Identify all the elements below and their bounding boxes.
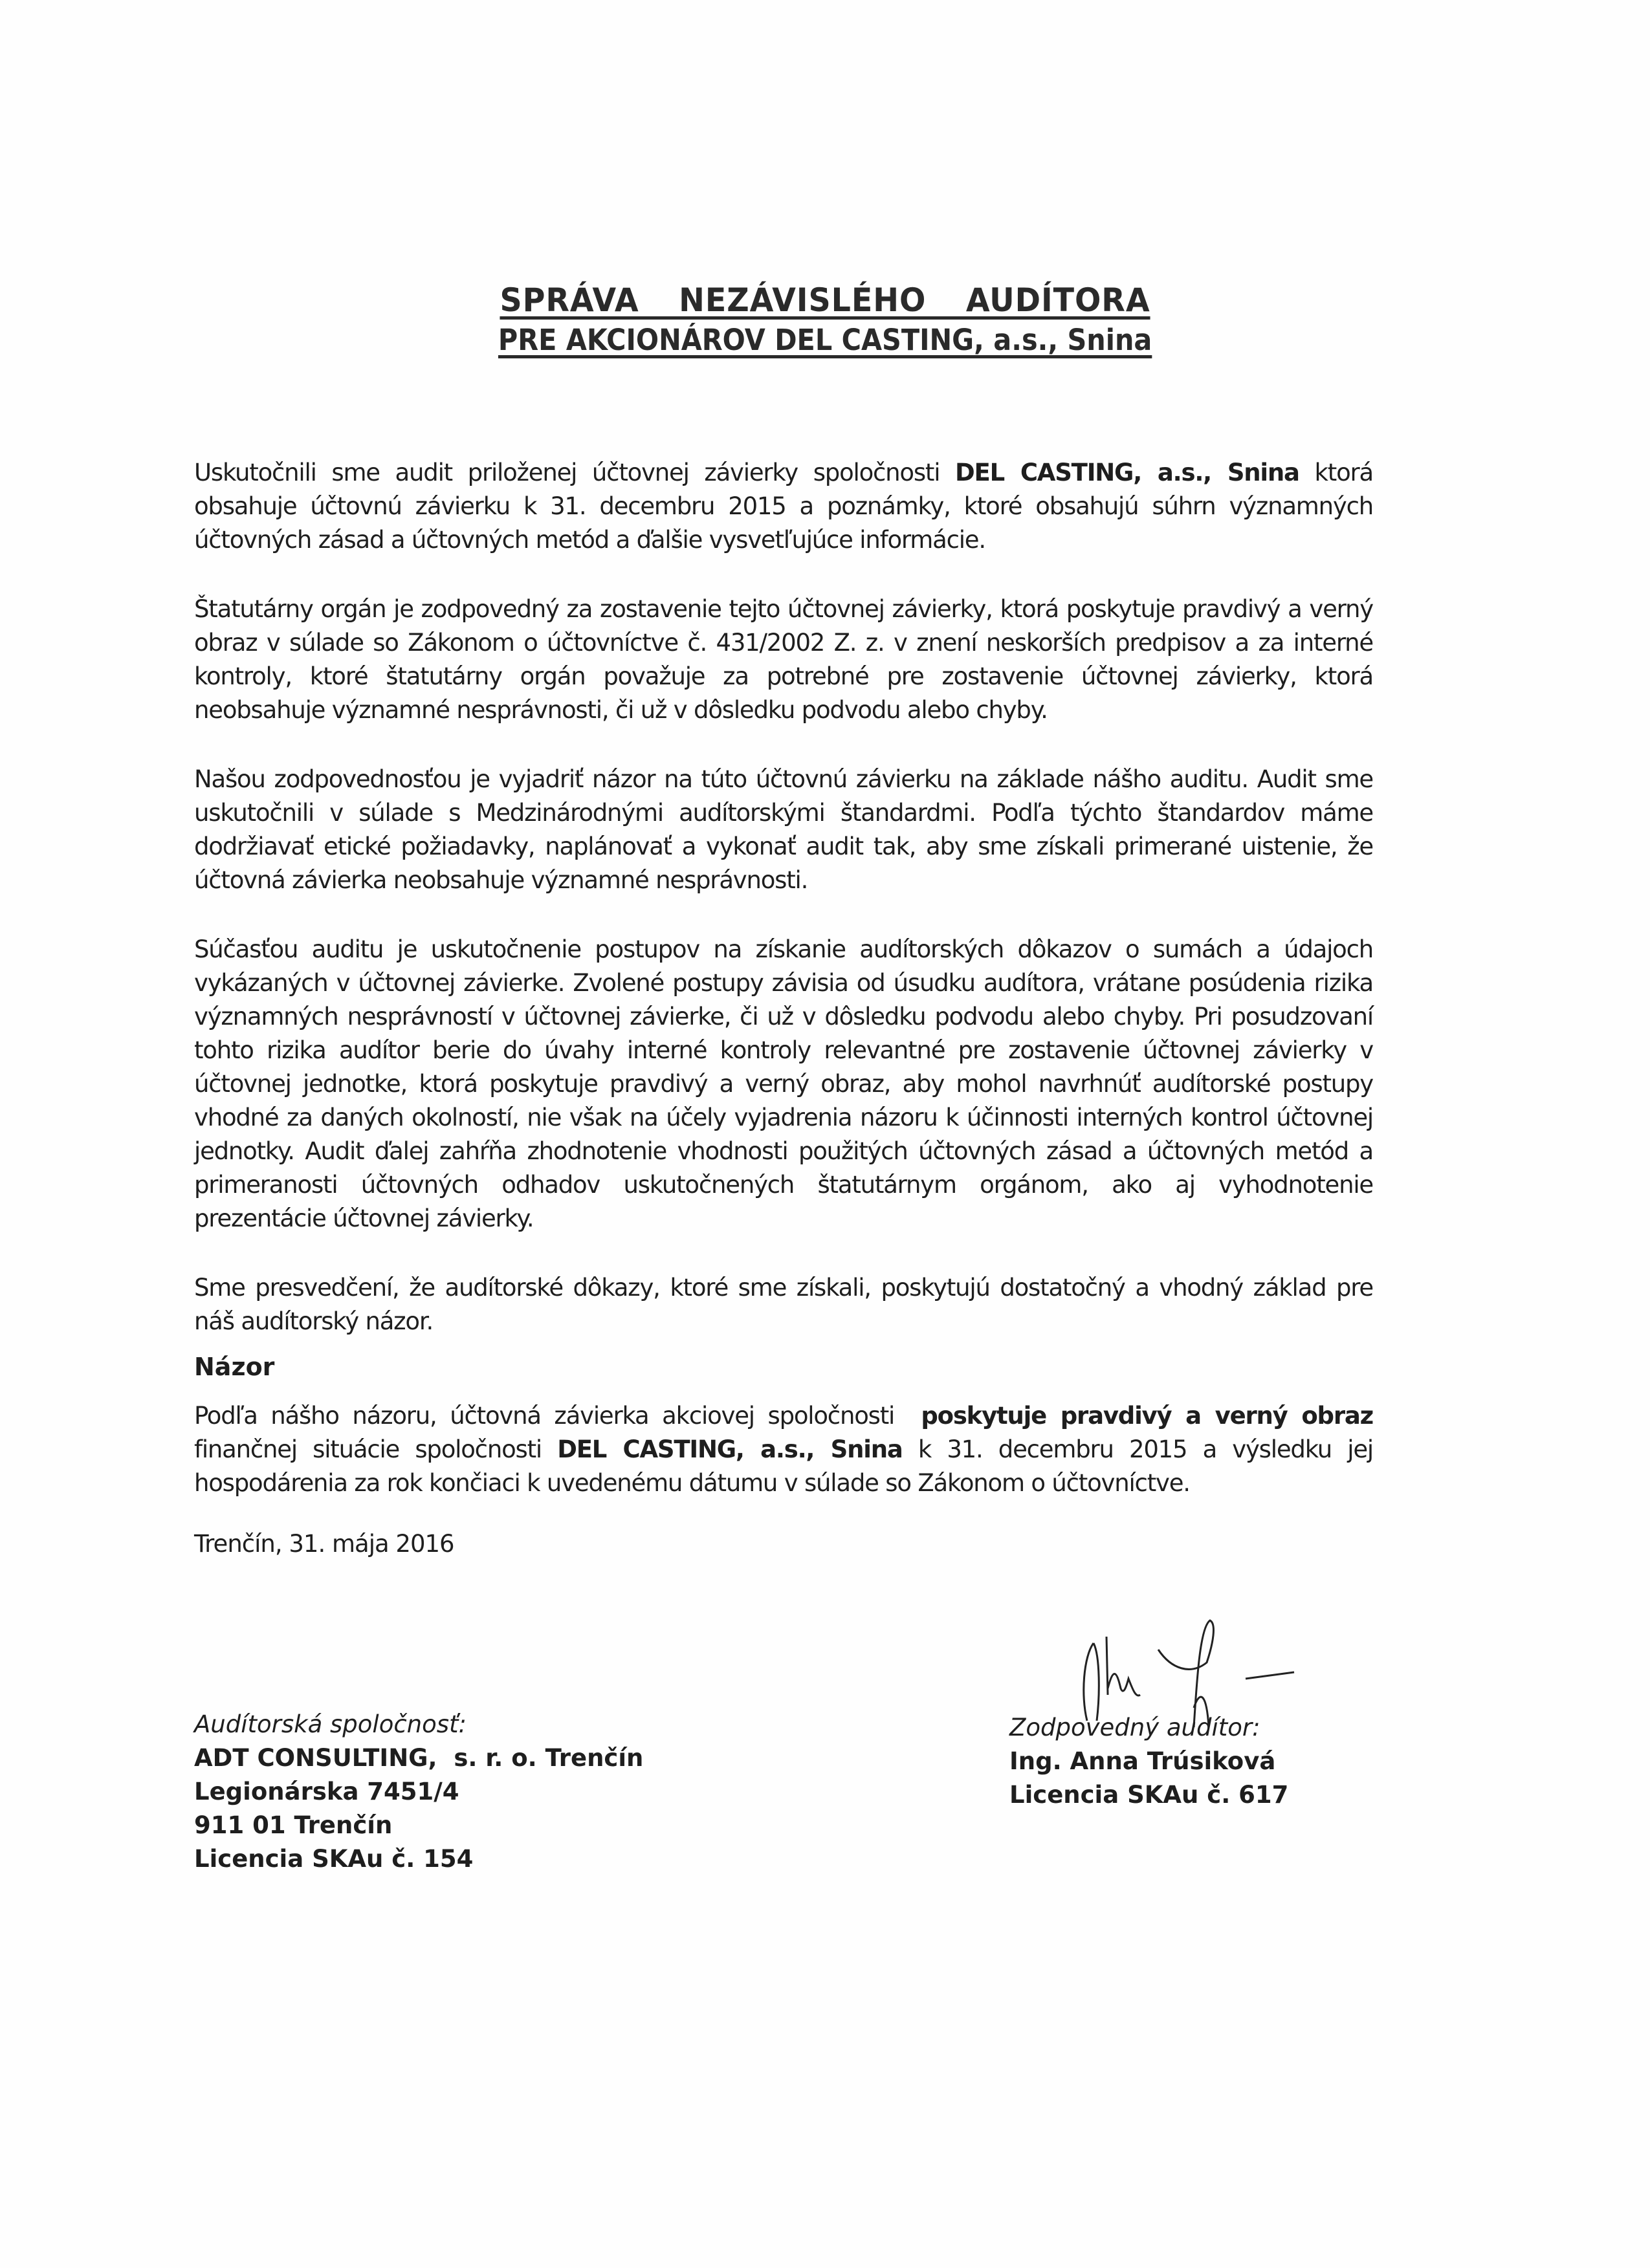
auditor-license: Licencia SKAu č. 617 <box>1009 1781 1289 1809</box>
company-name: DEL CASTING, a.s., Snina <box>955 459 1299 486</box>
opinion-text: Podľa nášho názoru, účtovná závierka akciovej spoločnosti <box>194 1402 921 1430</box>
auditor-label: Zodpovedný audítor: <box>1009 1714 1260 1741</box>
paragraph-auditor-responsibility: Našou zodpovednosťou je vyjadriť názor na túto účtovnú závierku na základe nášho auditu. Audit sme uskutočnili v súlade s Medzinárodnými audítorskými štandardmi. Podľa týchto štandardov máme dodržiavať etické požiadavky, naplánovať a vykonať audit tak, aby sme získali primerané uistenie, že účtovná závierka neobsahuje významné nesprávnosti. <box>194 765 1373 894</box>
audit-firm-city: 911 01 Trenčín <box>194 1811 393 1839</box>
opinion-statement: poskytuje pravdivý a verný obraz <box>921 1402 1373 1430</box>
paragraph-opinion <box>194 1399 1373 1500</box>
report-body <box>194 456 1373 1536</box>
audit-firm-block <box>194 1708 643 1876</box>
audit-firm-name: ADT CONSULTING, s. r. o. Trenčín <box>194 1744 644 1772</box>
title-line-1: SPRÁVA NEZÁVISLÉHO AUDÍTORA <box>500 281 1150 319</box>
paragraph-scope <box>194 456 1373 557</box>
opinion-text: finančnej situácie spoločnosti <box>194 1435 558 1463</box>
paragraph-text: Uskutočnili sme audit priloženej účtovnej závierky spoločnosti <box>194 459 956 486</box>
auditor-block <box>1009 1711 1288 1812</box>
audit-firm-label: Audítorská spoločnosť: <box>194 1710 467 1738</box>
paragraph-audit-procedures: Súčasťou auditu je uskutočnenie postupov na získanie audítorských dôkazov o sumách a údajoch vykázaných v účtovnej závierke. Zvolené postupy závisia od úsudku audítora, vrátane posúdenia rizika významných nesprávností v účtovnej závierke, či už v dôsledku podvodu alebo chyby. Pri posudzovaní tohto rizika audítor berie do úvahy interné kontroly relevantné pre zostavenie účtovnej závierky v účtovnej jednotke, ktorá poskytuje pravdivý a verný obraz, aby mohol navrhnúť audítorské postupy vhodné za daných okolností, nie však na účely vyjadrenia názoru k účinnosti interných kontrol účtovnej jednotky. Audit ďalej zahŕňa zhodnotenie vhodnosti použitých účtovných zásad a účtovných metód a primeranosti účtovných odhadov uskutočnených štatutárnym orgánom, ako aj vyhodnotenie prezentácie účtovnej závierky. <box>194 935 1373 1232</box>
opinion-heading: Názor <box>194 1353 275 1381</box>
opinion-text: k 31. decembru 2015 a výsledku jej hospodárenia za rok končiaci k uvedenému dátumu v súlade so Zákonom o účtovníctve. <box>194 1435 1373 1497</box>
audit-firm-street: Legionárska 7451/4 <box>194 1778 459 1805</box>
company-name: DEL CASTING, a.s., Snina <box>557 1435 903 1463</box>
title-line-2: PRE AKCIONÁROV DEL CASTING, a.s., Snina <box>498 323 1152 357</box>
report-title <box>0 281 1650 357</box>
place-and-date: Trenčín, 31. mája 2016 <box>194 1530 454 1558</box>
paragraph-text: ktorá obsahuje účtovnú závierku k 31. decembru 2015 a poznámky, ktoré obsahujú súhrn významných účtovných zásad a účtovných metód a ďalšie vysvetľujúce informácie. <box>194 459 1374 554</box>
audit-firm-license: Licencia SKAu č. 154 <box>194 1845 474 1873</box>
paragraph-evidence: Sme presvedčení, že audítorské dôkazy, ktoré sme získali, poskytujú dostatočný a vhodný základ pre náš audítorský názor. <box>194 1274 1373 1335</box>
auditor-name: Ing. Anna Trúsiková <box>1009 1747 1276 1775</box>
paragraph-management-responsibility: Štatutárny orgán je zodpovedný za zostavenie tejto účtovnej závierky, ktorá poskytuje pravdivý a verný obraz v súlade so Zákonom o účtovníctve č. 431/2002 Z. z. v znení neskorších predpisov a za interné kontroly, ktoré štatutárny orgán považuje za potrebné pre zostavenie účtovnej závierky, ktorá neobsahuje významné nesprávnosti, či už v dôsledku podvodu alebo chyby. <box>194 595 1373 724</box>
